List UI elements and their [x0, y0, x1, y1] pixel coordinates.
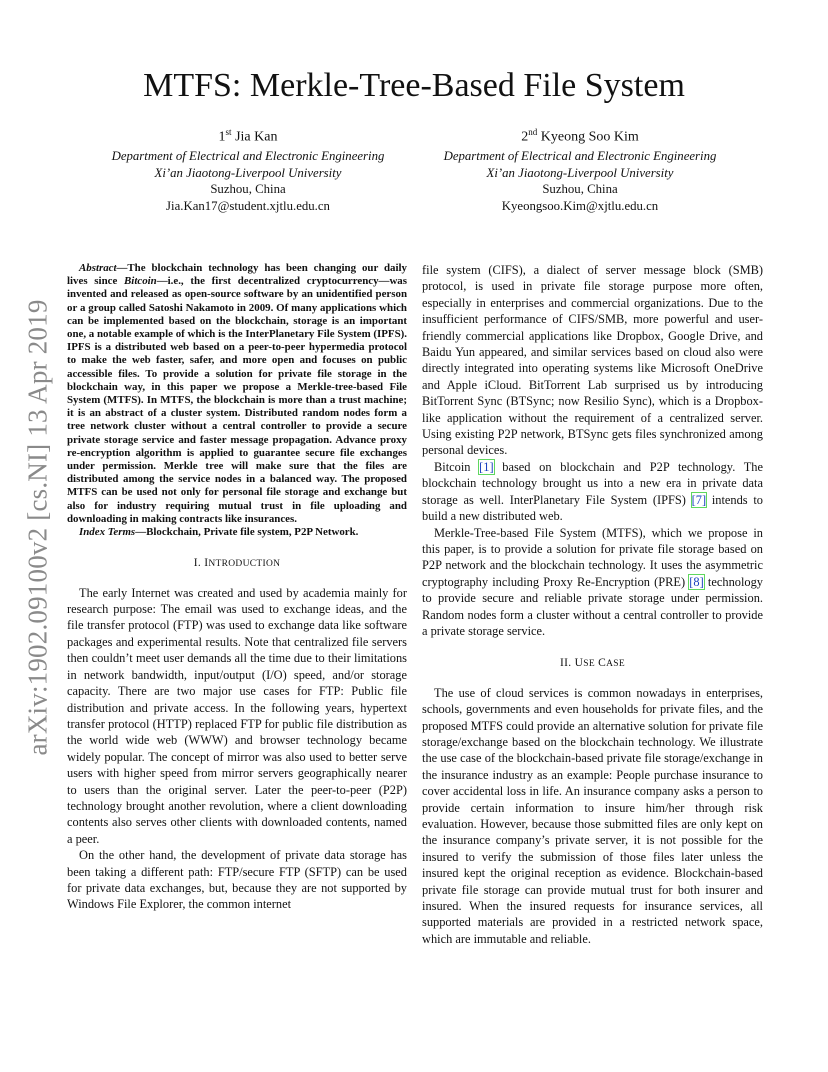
section-heading-initial: I	[204, 557, 209, 570]
section-numeral: I.	[193, 557, 202, 570]
citation-link-8[interactable]: [8]	[689, 574, 704, 589]
author-department: Department of Electrical and Electronic Engineering	[443, 149, 717, 164]
author-name	[415, 124, 745, 146]
author-ordinal-suffix: nd	[528, 127, 538, 137]
paragraph-text: based on blockchain and P2P technology. The blockchain technology brought us into a new era in private data storage as well. InterPlanetary File System (IPFS)	[422, 459, 763, 507]
paragraph-text: technology to provide secure and reliable private storage under permission. Random nodes form a cluster without a central controller to provide a private storage service.	[422, 574, 763, 638]
abstract-bitcoin: Bitcoin	[124, 275, 157, 288]
author-number: 1	[218, 129, 226, 145]
section-heading-rest: ASE	[606, 659, 625, 670]
arxiv-sidebar	[20, 292, 56, 762]
intro-paragraph-2: On the other hand, the development of private data storage has been taking a different path: FTP/secure FTP (SFTP) can be used for private data exchanges, but, because they are not supported by Windows File Explorer, the common internet	[67, 848, 407, 912]
author-email: Jia.Kan17@student.xjtlu.edu.cn	[166, 199, 330, 214]
author-city: Suzhou, China	[210, 182, 286, 197]
author-ordinal-suffix: st	[225, 127, 232, 137]
author-block-1	[83, 124, 413, 215]
paragraph-text: Merkle-Tree-based File System (MTFS), which we propose in this paper, is to provide a solution for private file storage based on P2P network and the blockchain technology. It uses the asymmetric cryptography including Proxy Re-Encryption (PRE)	[422, 525, 763, 589]
index-terms	[67, 526, 407, 539]
section-heading-initial: U	[574, 657, 584, 670]
paragraph-text: Bitcoin	[434, 459, 480, 474]
author-name-text: Jia Kan	[235, 129, 278, 145]
citation-link-7[interactable]: [7]	[691, 492, 707, 507]
abstract-text: —The blockchain technology has been changing our daily lives since	[67, 262, 407, 288]
right-column	[422, 262, 763, 947]
paragraph-text: intends to build a new distributed web.	[422, 492, 763, 524]
intro-paragraph-1: The early Internet was created and used by academia mainly for research purpose: The email was used to exchange ideas, and the file transfer protocol (FTP) was used to exchange data like software packages and experimental results. Note that centralized file servers then couldn’t meet user demands all the time due to their limitations in network bandwidth, input/output (I/O) speed, and/or storage capacity. There are two major use cases for FTP: Public file distribution and private access. In the following years, hypertext transfer protocol (HTTP) replaced FTP for public file distribution as the world wide web (WWW) and browser technology became widely popular. The concept of mirror was also used to better serve users with higher speed from mirror servers geographically nearer to users than the original server. Later the peer-to-peer (P2P) technology brought another revolution, where a client downloading contents also serves other clients with downloaded contents, named a peer.	[67, 585, 407, 846]
paper-title: MTFS: Merkle-Tree-Based File System	[143, 67, 685, 104]
section-heading-rest: SE	[583, 659, 595, 670]
intro-paragraph-5	[422, 525, 763, 640]
abstract-text: —i.e., the first decentralized cryptocurrency—was invented and released as open-source software by an unidentified person or a group called Satoshi Nakamoto in 2009. Of many applications which can be implemented based on the blockchain, storage is an important one, a notable example of which is the InterPlanetary File System (IPFS). IPFS is a distributed web based on a peer-to-peer hypermedia protocol to make the web faster, safer, and more open and focuses on public accessible files. To provide a solution for private file storage in the blockchain way, in this paper we propose a Merkle-tree-based File System (MTFS). In MTFS, the blockchain is more than a trust machine; it is an abstract of a cluster system. Distributed random nodes form a tree network cluster without a central controller to provide a secure private storage service and faster message propagation. Advance proxy re-encryption algorithm is applied to guarantee secure file exchanges under permission. Merkle tree will make sure that the files are distributed among the service nodes in a balanced way. The proposed MTFS can be used not only for personal file storage and exchange but also for industry requiring mutual trust in file uploading and downloading in making contracts like insurances.	[67, 275, 407, 525]
author-university: Xi’an Jiaotong-Liverpool University	[486, 165, 674, 180]
section-heading-initial: C	[598, 657, 607, 670]
arxiv-identifier: arXiv:1902.09100v2 [cs.NI] 13 Apr 2019	[22, 298, 53, 756]
section-heading-rest: NTRODUCTION	[208, 559, 281, 570]
abstract-label: Abstract	[79, 262, 117, 274]
section-numeral: II.	[560, 657, 572, 670]
author-email: Kyeongsoo.Kim@xjtlu.edu.cn	[501, 199, 659, 214]
author-block-2	[415, 124, 745, 215]
section-heading-use-case	[422, 655, 763, 672]
author-number: 2	[521, 129, 529, 145]
section-heading-introduction	[67, 555, 407, 572]
index-terms-text: —Blockchain, Private file system, P2P Network.	[135, 526, 359, 539]
author-name	[83, 124, 413, 146]
intro-paragraph-4	[422, 459, 763, 525]
left-column	[67, 262, 407, 913]
author-university: Xi’an Jiaotong-Liverpool University	[154, 165, 342, 180]
author-city: Suzhou, China	[542, 182, 618, 197]
use-case-paragraph-1: The use of cloud services is common nowadays in enterprises, schools, governments and even households for private files, and the proposed MTFS could provide an alternative solution for private file storage/exchange based on the blockchain technology. We illustrate the use case of the blockchain-based private file storage/exchange in the insurance industry as an example: People purchase insurance to cover accidental loss in life. An insurance company asks a person to provide certain information to insure him/her through risk evaluation. However, because those submitted files are only kept on the insurance company’s private server, it is not possible for the insured to verify the submission of those files later unless the insured kept the original reception as evidence. Blockchain-based private file storage can provide mutual trust for both insurer and insured. When the insured requests for insurance services, all supported materials are provided in a restricted network space, which are immutable and reliable.	[422, 685, 763, 946]
abstract	[67, 262, 407, 526]
citation-link-1[interactable]: [1]	[479, 459, 494, 474]
author-department: Department of Electrical and Electronic Engineering	[111, 149, 385, 164]
intro-paragraph-3: file system (CIFS), a dialect of server message block (SMB) protocol, is used in private file storage purpose more often, especially in enterprises and commercial organizations. Due to the insufficient performance of CIFS/SMB, more powerful and user-friendly commercial applications like Dropbox, Google Drive, and Baidu Yun appeared, and similar services based on cloud also were directly integrated into operating systems like Microsoft OneDrive and Apple iCloud. BitTorrent Lab surprised us by introducing BitTorrent Sync (BTSync; now Resilio Sync), which is a Dropbox-like application without the requirement of a centralized server. Using existing P2P network, BTSync gets files synchronized among personal devices.	[422, 263, 763, 458]
author-name-text: Kyeong Soo Kim	[540, 129, 639, 145]
index-terms-label: Index Terms	[79, 526, 136, 539]
